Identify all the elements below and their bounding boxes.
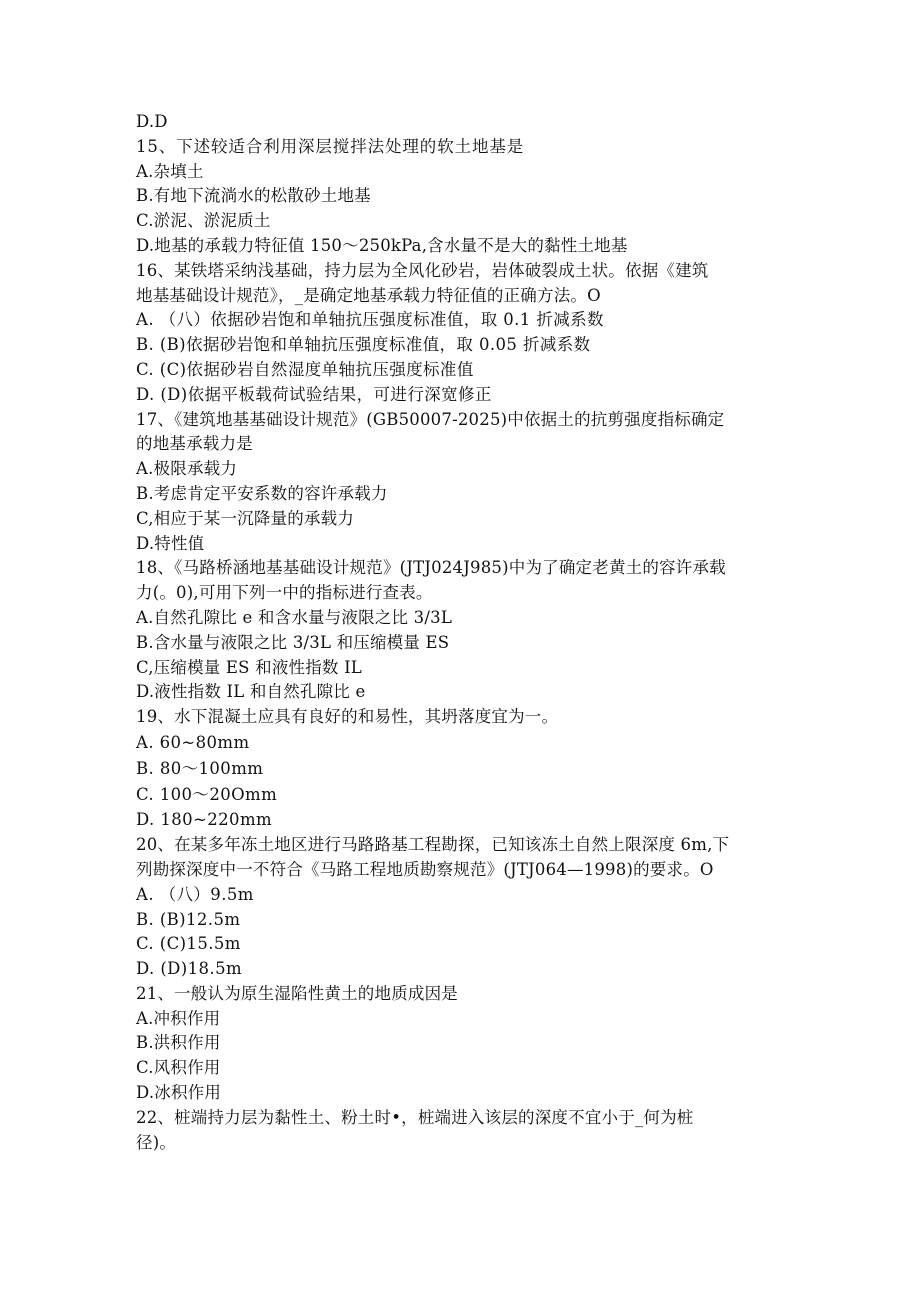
option-b: B.考虑肯定平安系数的容许承载力 xyxy=(136,483,388,503)
option-a: A.冲积作用 xyxy=(136,1008,221,1028)
option-b: B. (B)12.5m xyxy=(136,909,241,929)
question-18: 18、《马路桥涵地基基础设计规范》(JTJ024J985)中为了确定老黄土的容许承载 xyxy=(136,558,726,578)
question-15: 15、下述较适合利用深层搅拌法处理的软土地基是 xyxy=(136,136,525,156)
option-c: C,压缩模量 ES 和液性指数 IL xyxy=(136,657,362,677)
option-d: D. (D)依据平板载荷试验结果，可进行深宽修正 xyxy=(136,384,492,404)
option-a: A. （八）依据砂岩饱和单轴抗压强度标准值，取 0.1 折减系数 xyxy=(136,310,604,330)
option-c: C. (C)15.5m xyxy=(136,934,241,954)
question-20-cont: 列勘探深度中一不符合《马路工程地质勘察规范》(JTJ064—1998)的要求。O xyxy=(136,859,714,879)
option-d: D. (D)18.5m xyxy=(136,959,243,979)
option-d: D. 180~220mm xyxy=(136,810,273,830)
option-a: A. 60~80mm xyxy=(136,732,250,752)
question-16: 16、某铁塔采纳浅基础，持力层为全风化砂岩，岩体破裂成土状。依据《建筑 xyxy=(136,260,709,280)
question-17: 17、《建筑地基基础设计规范》(GB50007-2025)中依据土的抗剪强度指标确定 xyxy=(136,409,725,429)
option-b: B.含水量与液限之比 3/3L 和压缩模量 ES xyxy=(136,632,450,652)
option-c: C,相应于某一沉降量的承载力 xyxy=(136,508,355,528)
option-b: B. (B)依据砂岩饱和单轴抗压强度标准值，取 0.05 折减系数 xyxy=(136,335,591,355)
question-22: 22、桩端持力层为黏性土、粉土时•，桩端进入该层的深度不宜小于_何为桩 xyxy=(136,1107,694,1127)
option-b: B.有地下流淌水的松散砂土地基 xyxy=(136,186,371,206)
question-20: 20、在某多年冻土地区进行马路路基工程勘探，已知该冻土自然上限深度 6m,下 xyxy=(136,835,730,855)
document-page xyxy=(136,110,786,1155)
option-d: D.液性指数 IL 和自然孔隙比 e xyxy=(136,682,366,702)
question-16-cont: 地基基础设计规范》，_是确定地基承载力特征值的正确方法。O xyxy=(136,285,601,305)
option-c: C. (C)依据砂岩自然湿度单轴抗压强度标准值 xyxy=(136,359,474,379)
question-21: 21、一般认为原生湿陷性黄土的地质成因是 xyxy=(136,983,458,1003)
question-22-cont: 径)。 xyxy=(136,1132,177,1152)
option-a: A.极限承载力 xyxy=(136,459,238,479)
option-d: D.地基的承载力特征值 150～250kPa,含水量不是大的黏性土地基 xyxy=(136,235,628,255)
question-17-cont: 的地基承载力是 xyxy=(136,434,253,454)
option-a: A.自然孔隙比 e 和含水量与液限之比 3/3L xyxy=(136,607,452,627)
question-18-cont: 力(。0),可用下列一中的指标进行查表。 xyxy=(136,583,433,603)
option-a: A. （八）9.5m xyxy=(136,884,254,904)
option-b: B.洪积作用 xyxy=(136,1033,221,1053)
question-19: 19、水下混凝土应具有良好的和易性，其坍落度宜为一。 xyxy=(136,707,559,727)
option-c: C.淤泥、淤泥质土 xyxy=(136,211,271,231)
option-c: C.风积作用 xyxy=(136,1058,221,1078)
text-line: D.D xyxy=(136,112,168,131)
option-a: A.杂填土 xyxy=(136,161,204,181)
option-d: D.特性值 xyxy=(136,533,205,553)
option-d: D.冰积作用 xyxy=(136,1083,222,1103)
option-b: B. 80～100mm xyxy=(136,758,264,778)
option-c: C. 100～20Omm xyxy=(136,784,278,804)
